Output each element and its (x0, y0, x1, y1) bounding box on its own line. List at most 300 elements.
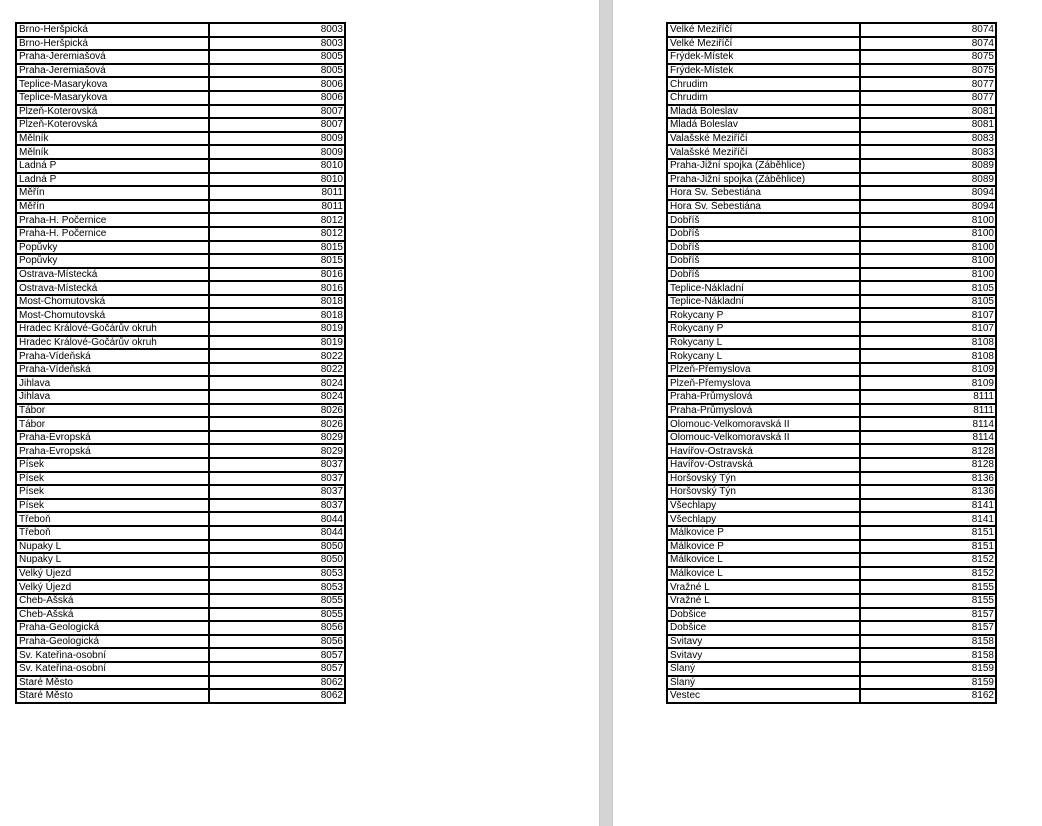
table-row (667, 268, 996, 282)
table-row (667, 23, 996, 37)
table-row (16, 608, 345, 622)
location-code-cell: 8158 (860, 635, 996, 649)
location-code-cell: 8037 (209, 485, 345, 499)
location-code-cell: 8010 (209, 159, 345, 173)
location-code-cell: 8128 (860, 444, 996, 458)
table-row (16, 553, 345, 567)
location-code-cell: 8094 (860, 186, 996, 200)
table-row (16, 227, 345, 241)
location-name-cell: Málkovice P (667, 540, 860, 554)
table-row (667, 567, 996, 581)
location-code-cell: 8157 (860, 608, 996, 622)
location-code-cell: 8012 (209, 213, 345, 227)
table-row (16, 37, 345, 51)
location-name-cell: Praha-Jižní spojka (Záběhlice) (667, 173, 860, 187)
location-code-cell: 8100 (860, 241, 996, 255)
location-name-cell: Rokycany L (667, 336, 860, 350)
location-name-cell: Praha-Jižní spojka (Záběhlice) (667, 159, 860, 173)
table-row (16, 105, 345, 119)
location-name-cell: Tábor (16, 404, 209, 418)
location-code-cell: 8005 (209, 64, 345, 78)
location-name-cell: Praha-H. Počernice (16, 227, 209, 241)
location-name-cell: Teplice-Nákladní (667, 295, 860, 309)
location-name-cell: Písek (16, 499, 209, 513)
location-name-cell: Popůvky (16, 254, 209, 268)
location-name-cell: Mělník (16, 132, 209, 146)
location-code-table-right (666, 22, 997, 704)
location-name-cell: Most-Chomutovská (16, 295, 209, 309)
table-row (16, 580, 345, 594)
table-row (667, 526, 996, 540)
table-row (667, 444, 996, 458)
location-name-cell: Málkovice P (667, 526, 860, 540)
location-name-cell: Havířov-Ostravská (667, 444, 860, 458)
table-row (16, 200, 345, 214)
location-name-cell: Dobříš (667, 254, 860, 268)
location-name-cell: Havířov-Ostravská (667, 458, 860, 472)
location-code-cell: 8105 (860, 295, 996, 309)
location-code-cell: 8037 (209, 458, 345, 472)
location-code-cell: 8109 (860, 363, 996, 377)
location-name-cell: Dobšice (667, 621, 860, 635)
table-row (667, 308, 996, 322)
location-code-cell: 8089 (860, 173, 996, 187)
table-row (667, 363, 996, 377)
location-name-cell: Mladá Boleslav (667, 118, 860, 132)
table-row (16, 512, 345, 526)
location-name-cell: Hora Sv. Šebestiána (667, 200, 860, 214)
location-code-cell: 8159 (860, 676, 996, 690)
table-row (16, 132, 345, 146)
table-row (16, 159, 345, 173)
location-name-cell: Valašské Meziříčí (667, 132, 860, 146)
location-name-cell: Horšovský Týn (667, 485, 860, 499)
table-row (667, 77, 996, 91)
table-row (667, 553, 996, 567)
table-row (16, 254, 345, 268)
table-row (667, 132, 996, 146)
location-name-cell: Praha-Evropská (16, 444, 209, 458)
location-code-cell: 8141 (860, 512, 996, 526)
table-row (16, 322, 345, 336)
table-row (667, 676, 996, 690)
table-row (667, 213, 996, 227)
table-row (667, 431, 996, 445)
location-name-cell: Sv. Kateřina-osobní (16, 648, 209, 662)
location-name-cell: Olomouc-Velkomoravská II (667, 431, 860, 445)
location-name-cell: Teplice-Masarykova (16, 77, 209, 91)
location-name-cell: Dobšice (667, 608, 860, 622)
location-name-cell: Rokycany P (667, 308, 860, 322)
location-name-cell: Praha-H. Počernice (16, 213, 209, 227)
location-code-cell: 8108 (860, 349, 996, 363)
location-code-cell: 8155 (860, 594, 996, 608)
location-name-cell: Rokycany P (667, 322, 860, 336)
table-row (667, 254, 996, 268)
location-name-cell: Písek (16, 472, 209, 486)
table-row (667, 200, 996, 214)
location-code-cell: 8083 (860, 145, 996, 159)
location-code-cell: 8107 (860, 308, 996, 322)
location-name-cell: Frýdek-Místek (667, 64, 860, 78)
location-code-cell: 8062 (209, 689, 345, 703)
table-row (16, 621, 345, 635)
table-row (16, 458, 345, 472)
location-code-cell: 8022 (209, 349, 345, 363)
table-row (16, 23, 345, 37)
location-code-cell: 8056 (209, 635, 345, 649)
location-code-cell: 8029 (209, 444, 345, 458)
location-name-cell: Slaný (667, 662, 860, 676)
location-code-cell: 8015 (209, 241, 345, 255)
location-name-cell: Všechlapy (667, 512, 860, 526)
location-name-cell: Mělník (16, 145, 209, 159)
table-row (667, 145, 996, 159)
location-code-cell: 8015 (209, 254, 345, 268)
table-row (667, 404, 996, 418)
table-row (16, 308, 345, 322)
location-code-cell: 8062 (209, 676, 345, 690)
table-row (667, 621, 996, 635)
table-row (667, 458, 996, 472)
location-name-cell: Plzeň-Koterovská (16, 105, 209, 119)
location-code-cell: 8057 (209, 648, 345, 662)
location-name-cell: Vestec (667, 689, 860, 703)
table-row (667, 376, 996, 390)
location-name-cell: Staré Město (16, 676, 209, 690)
location-name-cell: Popůvky (16, 241, 209, 255)
table-row (16, 689, 345, 703)
location-name-cell: Třeboň (16, 512, 209, 526)
location-name-cell: Velké Meziříčí (667, 23, 860, 37)
location-code-cell: 8018 (209, 308, 345, 322)
location-code-cell: 8100 (860, 227, 996, 241)
location-name-cell: Valašské Meziříčí (667, 145, 860, 159)
location-name-cell: Praha-Evropská (16, 431, 209, 445)
location-name-cell: Nupaky L (16, 540, 209, 554)
location-code-cell: 8083 (860, 132, 996, 146)
table-row (667, 472, 996, 486)
table-row (16, 376, 345, 390)
location-code-cell: 8019 (209, 336, 345, 350)
location-code-cell: 8009 (209, 145, 345, 159)
location-code-cell: 8007 (209, 118, 345, 132)
table-row (16, 50, 345, 64)
table-row (667, 105, 996, 119)
location-code-cell: 8037 (209, 499, 345, 513)
table-row (16, 295, 345, 309)
location-code-cell: 8094 (860, 200, 996, 214)
table-row (667, 485, 996, 499)
location-code-cell: 8152 (860, 553, 996, 567)
table-row (16, 526, 345, 540)
location-code-cell: 8044 (209, 512, 345, 526)
table-row (16, 173, 345, 187)
location-name-cell: Cheb-Ašská (16, 608, 209, 622)
location-code-cell: 8009 (209, 132, 345, 146)
table-row (667, 118, 996, 132)
table-row (16, 404, 345, 418)
location-code-cell: 8107 (860, 322, 996, 336)
location-code-cell: 8003 (209, 23, 345, 37)
location-name-cell: Teplice-Masarykova (16, 91, 209, 105)
location-code-cell: 8010 (209, 173, 345, 187)
table-row (16, 594, 345, 608)
location-code-cell: 8055 (209, 608, 345, 622)
location-name-cell: Praha-Geologická (16, 635, 209, 649)
location-code-cell: 8128 (860, 458, 996, 472)
location-code-cell: 8029 (209, 431, 345, 445)
location-code-cell: 8111 (860, 404, 996, 418)
document-page-right (613, 0, 1042, 826)
table-row (667, 295, 996, 309)
location-name-cell: Ladná P (16, 159, 209, 173)
location-code-cell: 8074 (860, 23, 996, 37)
location-code-cell: 8011 (209, 200, 345, 214)
location-code-cell: 8012 (209, 227, 345, 241)
table-row (667, 37, 996, 51)
table-row (667, 689, 996, 703)
location-name-cell: Dobříš (667, 213, 860, 227)
location-code-cell: 8005 (209, 50, 345, 64)
table-row (667, 608, 996, 622)
location-code-cell: 8055 (209, 594, 345, 608)
location-name-cell: Vražné L (667, 594, 860, 608)
location-name-cell: Praha-Jeremiašová (16, 50, 209, 64)
location-code-cell: 8024 (209, 376, 345, 390)
table-row (16, 363, 345, 377)
table-row (16, 281, 345, 295)
location-name-cell: Praha-Jeremiašová (16, 64, 209, 78)
location-name-cell: Plzeň-Přemyslova (667, 376, 860, 390)
location-name-cell: Velký Újezd (16, 567, 209, 581)
location-code-cell: 8053 (209, 580, 345, 594)
location-name-cell: Chrudim (667, 77, 860, 91)
location-name-cell: Ostrava-Místecká (16, 268, 209, 282)
location-code-cell: 8081 (860, 105, 996, 119)
location-name-cell: Jihlava (16, 390, 209, 404)
table-row (667, 417, 996, 431)
location-name-cell: Praha-Průmyslová (667, 390, 860, 404)
table-row (16, 336, 345, 350)
table-row (16, 91, 345, 105)
table-row (16, 118, 345, 132)
location-code-cell: 8089 (860, 159, 996, 173)
table-row (667, 91, 996, 105)
location-name-cell: Hradec Králové-Gočárův okruh (16, 322, 209, 336)
location-code-cell: 8050 (209, 540, 345, 554)
table-row (667, 50, 996, 64)
table-row (16, 635, 345, 649)
location-name-cell: Písek (16, 458, 209, 472)
location-code-cell: 8057 (209, 662, 345, 676)
location-code-cell: 8056 (209, 621, 345, 635)
location-code-cell: 8136 (860, 485, 996, 499)
location-name-cell: Hradec Králové-Gočárův okruh (16, 336, 209, 350)
location-name-cell: Všechlapy (667, 499, 860, 513)
location-name-cell: Vražné L (667, 580, 860, 594)
location-name-cell: Cheb-Ašská (16, 594, 209, 608)
table-row (16, 431, 345, 445)
location-code-cell: 8100 (860, 213, 996, 227)
table-row (16, 268, 345, 282)
location-name-cell: Teplice-Nákladní (667, 281, 860, 295)
location-name-cell: Chrudim (667, 91, 860, 105)
location-code-cell: 8108 (860, 336, 996, 350)
table-row (667, 349, 996, 363)
location-name-cell: Slaný (667, 676, 860, 690)
location-name-cell: Praha-Geologická (16, 621, 209, 635)
table-row (16, 186, 345, 200)
table-row (16, 648, 345, 662)
table-row (667, 322, 996, 336)
location-name-cell: Plzeň-Přemyslova (667, 363, 860, 377)
table-row (16, 77, 345, 91)
location-name-cell: Málkovice L (667, 553, 860, 567)
location-name-cell: Dobříš (667, 227, 860, 241)
table-row (667, 281, 996, 295)
location-code-cell: 8077 (860, 77, 996, 91)
location-code-cell: 8141 (860, 499, 996, 513)
location-name-cell: Nupaky L (16, 553, 209, 567)
location-code-cell: 8003 (209, 37, 345, 51)
location-name-cell: Most-Chomutovská (16, 308, 209, 322)
table-row (16, 213, 345, 227)
table-row (667, 648, 996, 662)
table-row (16, 349, 345, 363)
table-row (16, 390, 345, 404)
location-code-cell: 8053 (209, 567, 345, 581)
location-name-cell: Velké Meziříčí (667, 37, 860, 51)
table-row (667, 499, 996, 513)
location-code-cell: 8075 (860, 64, 996, 78)
location-name-cell: Praha-Vídeňská (16, 349, 209, 363)
table-row (16, 472, 345, 486)
table-row (667, 540, 996, 554)
location-name-cell: Dobříš (667, 268, 860, 282)
location-code-cell: 8081 (860, 118, 996, 132)
location-name-cell: Měřín (16, 200, 209, 214)
table-row (16, 540, 345, 554)
location-code-cell: 8155 (860, 580, 996, 594)
location-code-cell: 8011 (209, 186, 345, 200)
location-code-cell: 8024 (209, 390, 345, 404)
location-code-cell: 8077 (860, 91, 996, 105)
location-name-cell: Praha-Vídeňská (16, 363, 209, 377)
table-row (16, 567, 345, 581)
location-code-cell: 8136 (860, 472, 996, 486)
table-row (667, 173, 996, 187)
location-name-cell: Třeboň (16, 526, 209, 540)
table-row (667, 186, 996, 200)
location-code-cell: 8007 (209, 105, 345, 119)
table-row (667, 580, 996, 594)
location-name-cell: Horšovský Týn (667, 472, 860, 486)
location-code-cell: 8026 (209, 417, 345, 431)
location-name-cell: Brno-Heršpická (16, 23, 209, 37)
location-code-cell: 8019 (209, 322, 345, 336)
location-name-cell: Velký Újezd (16, 580, 209, 594)
location-code-cell: 8074 (860, 37, 996, 51)
location-name-cell: Svitavy (667, 635, 860, 649)
location-code-cell: 8006 (209, 91, 345, 105)
location-code-cell: 8075 (860, 50, 996, 64)
location-code-cell: 8151 (860, 540, 996, 554)
location-code-cell: 8105 (860, 281, 996, 295)
location-code-cell: 8114 (860, 431, 996, 445)
table-row (667, 594, 996, 608)
location-name-cell: Svitavy (667, 648, 860, 662)
location-name-cell: Měřín (16, 186, 209, 200)
location-code-cell: 8018 (209, 295, 345, 309)
location-name-cell: Tábor (16, 417, 209, 431)
table-row (16, 64, 345, 78)
location-code-cell: 8022 (209, 363, 345, 377)
table-row (667, 662, 996, 676)
table-row (16, 417, 345, 431)
location-code-cell: 8151 (860, 526, 996, 540)
location-code-cell: 8100 (860, 268, 996, 282)
location-code-cell: 8026 (209, 404, 345, 418)
location-code-cell: 8157 (860, 621, 996, 635)
table-row (16, 145, 345, 159)
location-name-cell: Dobříš (667, 241, 860, 255)
location-code-cell: 8114 (860, 417, 996, 431)
location-name-cell: Plzeň-Koterovská (16, 118, 209, 132)
table-row (16, 662, 345, 676)
location-name-cell: Rokycany L (667, 349, 860, 363)
location-name-cell: Jihlava (16, 376, 209, 390)
table-row (667, 635, 996, 649)
table-row (16, 241, 345, 255)
location-code-cell: 8044 (209, 526, 345, 540)
location-code-cell: 8006 (209, 77, 345, 91)
table-row (667, 512, 996, 526)
table-row (16, 485, 345, 499)
table-row (667, 227, 996, 241)
location-name-cell: Praha-Průmyslová (667, 404, 860, 418)
location-name-cell: Písek (16, 485, 209, 499)
table-row (16, 444, 345, 458)
location-code-cell: 8050 (209, 553, 345, 567)
table-row (667, 64, 996, 78)
location-name-cell: Sv. Kateřina-osobní (16, 662, 209, 676)
location-code-cell: 8100 (860, 254, 996, 268)
location-name-cell: Mladá Boleslav (667, 105, 860, 119)
table-row (667, 241, 996, 255)
location-code-cell: 8152 (860, 567, 996, 581)
table-row (16, 676, 345, 690)
location-code-table-left (15, 22, 346, 704)
location-code-cell: 8159 (860, 662, 996, 676)
page-gutter (599, 0, 613, 826)
location-code-cell: 8162 (860, 689, 996, 703)
location-name-cell: Frýdek-Místek (667, 50, 860, 64)
location-code-cell: 8111 (860, 390, 996, 404)
location-code-cell: 8109 (860, 376, 996, 390)
table-row (667, 390, 996, 404)
location-name-cell: Ladná P (16, 173, 209, 187)
table-row (667, 159, 996, 173)
location-code-cell: 8016 (209, 268, 345, 282)
location-name-cell: Málkovice L (667, 567, 860, 581)
table-row (667, 336, 996, 350)
location-code-cell: 8016 (209, 281, 345, 295)
location-name-cell: Olomouc-Velkomoravská II (667, 417, 860, 431)
location-code-cell: 8037 (209, 472, 345, 486)
location-name-cell: Ostrava-Místecká (16, 281, 209, 295)
location-name-cell: Brno-Heršpická (16, 37, 209, 51)
